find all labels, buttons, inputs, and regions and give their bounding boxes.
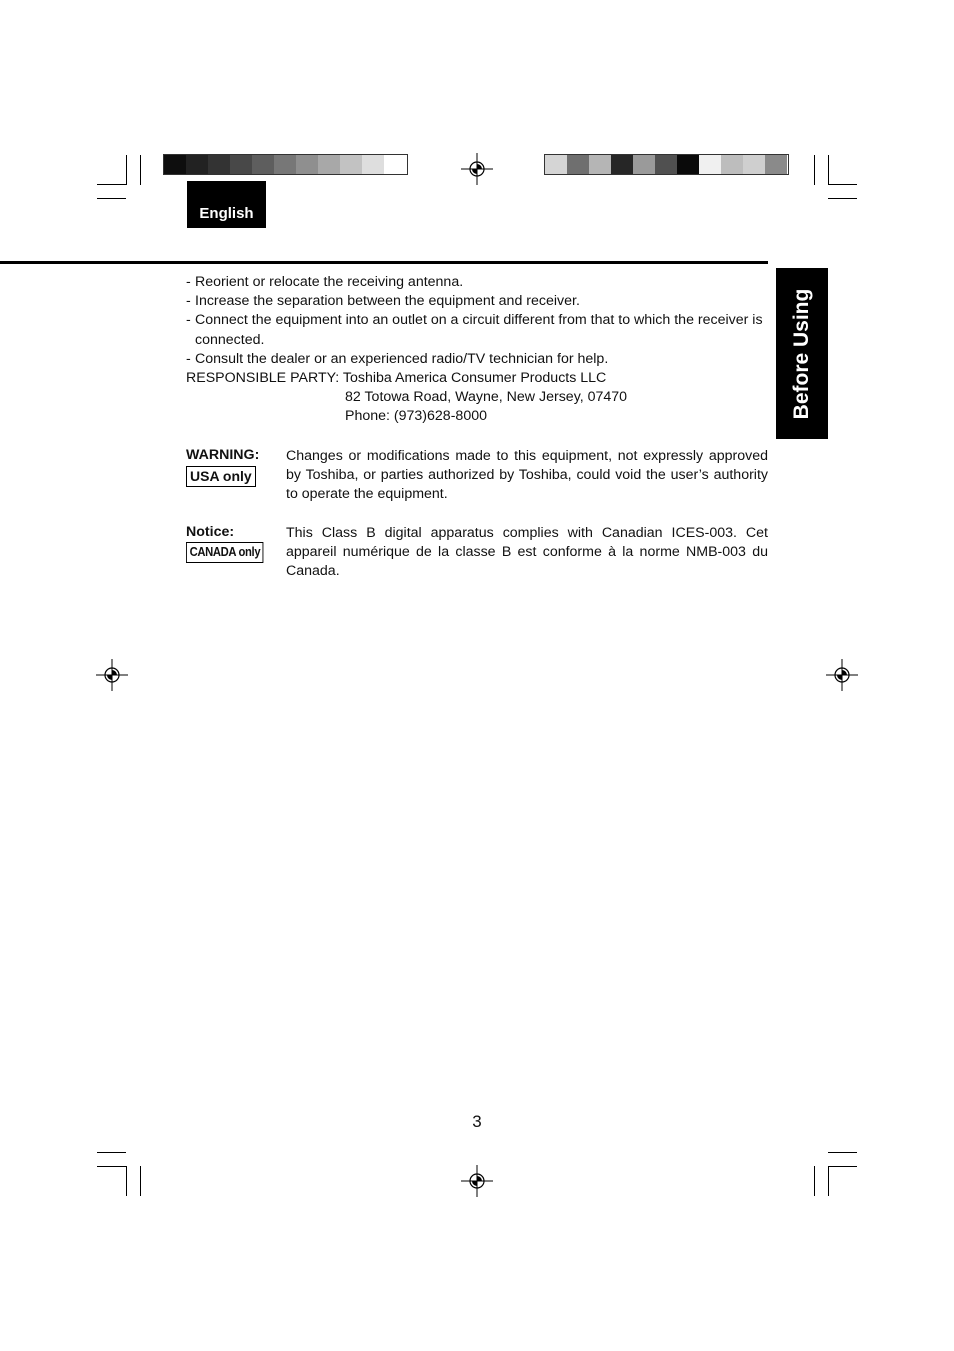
crop-mark [814,1166,815,1196]
calibration-swatch [362,155,384,174]
header-rule [0,261,768,264]
calibration-swatch [208,155,230,174]
crop-mark [814,155,815,185]
crop-mark [97,1152,126,1153]
calibration-swatch [677,155,699,174]
crop-mark [828,155,829,185]
registration-target-icon [461,1165,493,1197]
warning-text: Changes or modifications made to this equipment, not expressly approved by Toshiba, or parties authorized by Toshiba, could void the user’s authority to operate the equipment. [286,448,768,503]
list-item: - Increase the separation between the equipment and receiver. [186,292,776,311]
crop-mark [97,184,126,185]
calibration-swatch [318,155,340,174]
calibration-swatch [589,155,611,174]
calibration-swatch [384,155,406,174]
language-tab [187,181,266,228]
calibration-swatch [611,155,633,174]
responsible-party-label: RESPONSIBLE PARTY: [186,370,340,386]
registration-target-icon [96,659,128,691]
calibration-swatch [655,155,677,174]
warning-label: WARNING: [186,447,260,463]
crop-mark [140,155,141,185]
responsible-party-company: Toshiba America Consumer Products LLC [342,370,607,386]
crop-mark [828,1152,857,1153]
calibration-swatch [164,155,186,174]
registration-target-icon [826,659,858,691]
color-calibration-bar-right [544,154,789,175]
responsible-party-phone: Phone: (973)628-8000 [345,408,487,425]
measures-list [186,273,776,369]
calibration-swatch [699,155,721,174]
calibration-swatch [340,155,362,174]
usa-only-badge: USA only [186,466,256,487]
color-calibration-bar-left [163,154,408,175]
canada-only-badge: CANADA only [186,542,264,563]
calibration-swatch [545,155,567,174]
calibration-swatch [721,155,743,174]
page-number: 3 [472,1112,482,1131]
calibration-swatch [633,155,655,174]
warning-badge-wrap [186,466,256,487]
calibration-swatch [567,155,589,174]
crop-mark [126,1166,127,1196]
crop-mark [126,155,127,185]
notice-badge-wrap [186,542,272,563]
section-tab [776,268,828,439]
responsible-party [186,369,776,427]
calibration-swatch [743,155,765,174]
crop-mark [828,184,857,185]
responsible-party-address: 82 Totowa Road, Wayne, New Jersey, 07470 [345,389,628,406]
section-tab-label: Before Using [790,288,813,419]
calibration-swatch [296,155,318,174]
crop-mark [140,1166,141,1196]
language-tab-label: English [199,205,254,222]
crop-mark [97,1166,126,1167]
calibration-swatch [765,155,787,174]
calibration-swatch [252,155,274,174]
list-item: - Reorient or relocate the receiving antenna. [186,273,776,292]
crop-mark [97,198,126,199]
crop-mark [828,1166,829,1196]
list-item: - Consult the dealer or an experienced radio/TV technician for help. [186,350,776,369]
registration-target-icon [461,153,493,185]
calibration-swatch [186,155,208,174]
notice-label: Notice: [186,524,235,540]
crop-mark [828,198,857,199]
crop-mark [828,1166,857,1167]
notice-text: This Class B digital apparatus complies with Canadian ICES-003. Cet appareil numérique de la classe B est conforme à la norme NMB-003 du Canada. [286,525,768,580]
calibration-swatch [230,155,252,174]
calibration-swatch [274,155,296,174]
list-item: - Connect the equipment into an outlet on a circuit different from that to which the receiver is connected. [186,311,776,349]
